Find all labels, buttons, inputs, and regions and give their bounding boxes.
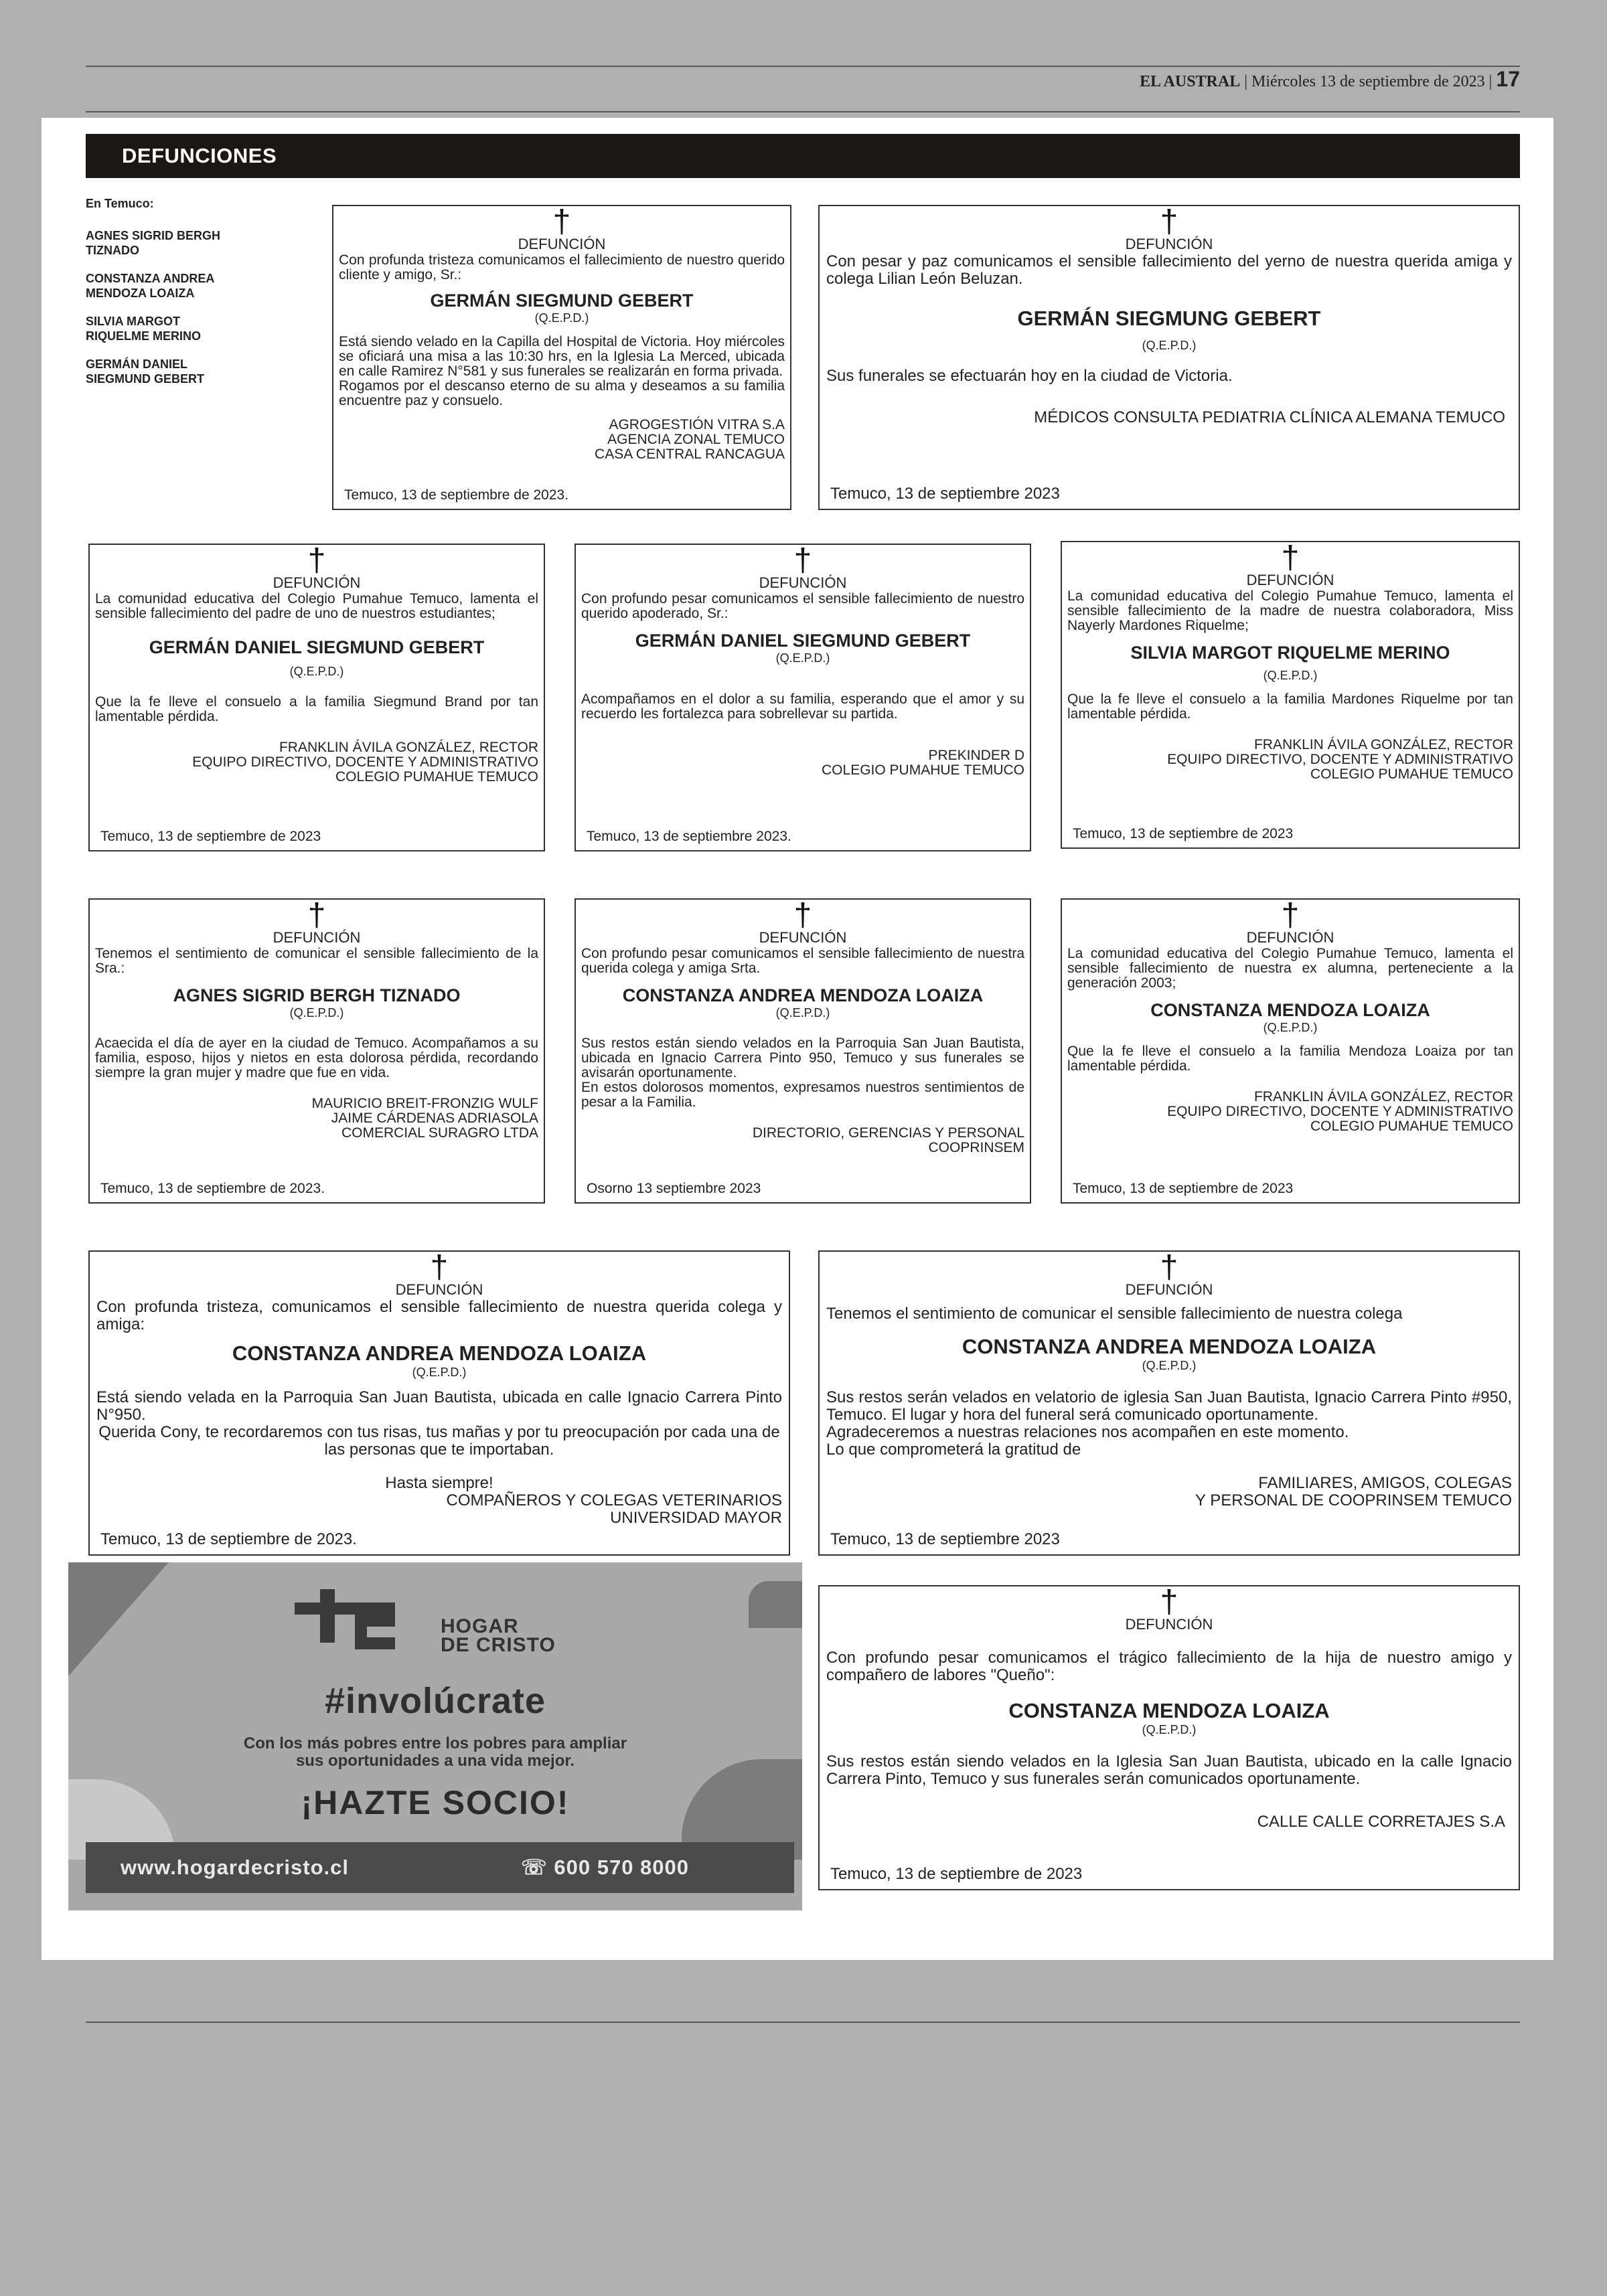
- notice-heading: DEFUNCIÓN: [1246, 572, 1334, 588]
- notice-heading: DEFUNCIÓN: [273, 929, 361, 946]
- notice-intro: Tenemos el sentimiento de comunicar el sensible fallecimiento de la Sra.:: [95, 946, 538, 976]
- obituary-notice: [818, 205, 1520, 510]
- notice-date: Temuco, 13 de septiembre 2023: [830, 1530, 1060, 1548]
- qepd-label: (Q.E.P.D.): [775, 1006, 830, 1019]
- notice-signature: UNIVERSIDAD MAYOR: [610, 1509, 782, 1527]
- notice-signature: COLEGIO PUMAHUE TEMUCO: [1310, 766, 1513, 782]
- notice-body: Que la fe lleve el consuelo a la familia Siegmund Brand por tan lamentable pérdida.: [95, 694, 538, 724]
- qepd-label: (Q.E.P.D.): [1142, 339, 1197, 352]
- deceased-name: AGNES SIGRID BERGH TIZNADO: [173, 985, 461, 1005]
- ad-contact-bar: [86, 1842, 794, 1893]
- ad-copy-line: Con los más pobres entre los pobres para ampliar: [243, 1734, 627, 1752]
- qepd-label: (Q.E.P.D.): [1263, 1021, 1318, 1034]
- deceased-name: SILVIA MARGOT RIQUELME MERINO: [1130, 643, 1450, 663]
- header-rule: [86, 111, 1520, 112]
- notice-date: Osorno 13 septiembre 2023: [587, 1181, 761, 1196]
- notice-heading: DEFUNCIÓN: [1125, 1616, 1213, 1633]
- notice-signature: COLEGIO PUMAHUE TEMUCO: [335, 769, 538, 785]
- cross-icon: †: [1281, 898, 1300, 933]
- obituary-notice: [88, 544, 545, 851]
- obituary-notice: [88, 1250, 790, 1556]
- cross-icon: †: [430, 1250, 449, 1285]
- ad-hashtag: #involúcrate: [324, 1681, 546, 1721]
- index-item: GERMÁN DANIEL SIEGMUND GEBERT: [86, 357, 205, 386]
- notice-body: Sus restos serán velados en velatorio de iglesia San Juan Bautista, Ignacio Carrera Pinto #950, Temuco. El lugar y hora del funeral será comunicado oportunamente.: [826, 1388, 1512, 1424]
- notice-date: Temuco, 13 de septiembre de 2023: [1073, 1181, 1294, 1196]
- cross-icon: †: [307, 898, 326, 933]
- index-item: CONSTANZA ANDREA MENDOZA LOAIZA: [86, 272, 214, 300]
- deceased-name: CONSTANZA ANDREA MENDOZA LOAIZA: [962, 1335, 1377, 1358]
- notice-body: Querida Cony, te recordaremos con tus risas, tus mañas y por tu preocupación por cada una de las personas que te importaban.: [98, 1423, 780, 1459]
- notice-body: Hasta siempre!: [385, 1474, 493, 1492]
- ad-brand-line: DE CRISTO: [441, 1634, 556, 1656]
- cross-icon: †: [1160, 1250, 1178, 1285]
- notice-date: Temuco, 13 de septiembre de 2023.: [100, 1181, 325, 1196]
- obituary-notice: [332, 205, 791, 510]
- notice-date: Temuco, 13 de septiembre 2023.: [587, 829, 791, 844]
- cross-icon: †: [307, 544, 326, 578]
- notice-date: Temuco, 13 de septiembre de 2023: [830, 1865, 1083, 1883]
- deceased-name: GERMÁN SIEGMUND GEBERT: [430, 291, 694, 311]
- obituary-notice: [1061, 898, 1520, 1204]
- qepd-label: (Q.E.P.D.): [1142, 1359, 1197, 1372]
- notice-heading: DEFUNCIÓN: [759, 574, 847, 591]
- qepd-label: (Q.E.P.D.): [534, 311, 589, 325]
- notice-body: Está siendo velada en la Parroquia San Juan Bautista, ubicada en calle Ignacio Carrera Pinto N°950.: [96, 1388, 782, 1424]
- ad-phone-number: 600 570 8000: [554, 1856, 690, 1879]
- cross-icon: †: [793, 898, 812, 933]
- cross-icon: †: [1160, 205, 1178, 240]
- obituary-notice: [1061, 541, 1520, 849]
- notice-signature: COMERCIAL SURAGRO LTDA: [341, 1125, 538, 1141]
- page-number: 17: [1496, 67, 1520, 91]
- notice-body: Agradeceremos a nuestras relaciones nos acompañen en este momento.: [826, 1423, 1349, 1441]
- qepd-label: (Q.E.P.D.): [412, 1366, 467, 1379]
- notice-intro: La comunidad educativa del Colegio Pumahue Temuco, lamenta el sensible fallecimiento de nuestra ex alumna, perteneciente a la generación 2003;: [1067, 946, 1513, 991]
- notice-heading: DEFUNCIÓN: [1125, 236, 1213, 252]
- ad-copy: [68, 1735, 802, 1770]
- cross-icon: †: [1160, 1585, 1178, 1620]
- obituary-notice: [818, 1585, 1520, 1890]
- notice-date: Temuco, 13 de septiembre de 2023.: [100, 1530, 357, 1548]
- notice-signature: FRANKLIN ÁVILA GONZÁLEZ, RECTOR: [279, 740, 538, 755]
- notice-intro: Con pesar y paz comunicamos el sensible fallecimiento del yerno de nuestra querida amiga y colega Lilian León Beluzan.: [826, 252, 1512, 288]
- ad-brand-line: HOGAR: [441, 1615, 519, 1637]
- qepd-label: (Q.E.P.D.): [289, 665, 344, 678]
- notice-signature: COLEGIO PUMAHUE TEMUCO: [1310, 1119, 1513, 1134]
- notice-body: Está siendo velado en la Capilla del Hospital de Victoria. Hoy miércoles se oficiará una misa a las 10:30 hrs, en la Iglesia La Merced, ubicada en calle Ramirez N°581 y sus funerales se realizarán en forma privada.: [339, 334, 785, 379]
- notice-heading: DEFUNCIÓN: [273, 574, 361, 591]
- notice-body: Acaecida el día de ayer en la ciudad de Temuco. Acompañamos a su familia, esposo, hijos y nietos en esta dolorosa pérdida, recordando siempre la gran mujer y madre que fue en vida.: [95, 1036, 538, 1080]
- notice-signature: FAMILIARES, AMIGOS, COLEGAS: [1258, 1474, 1512, 1492]
- ad-copy-line: sus oportunidades a una vida mejor.: [295, 1752, 575, 1770]
- publication-name: EL AUSTRAL: [1140, 73, 1241, 90]
- notice-heading: DEFUNCIÓN: [395, 1281, 483, 1298]
- deceased-name: CONSTANZA MENDOZA LOAIZA: [1150, 1000, 1430, 1020]
- hogar-de-cristo-logo-icon: [295, 1589, 396, 1649]
- notice-body: Acompañamos en el dolor a su familia, esperando que el amor y su recuerdo les fortalezca para sobrellevar su partida.: [581, 691, 1024, 722]
- notice-signature: MAURICIO BREIT-FRONZIG WULF: [311, 1096, 538, 1111]
- notice-intro: Con profundo pesar comunicamos el trágico fallecimiento de la hija de nuestro amigo y compañero de labores "Queño":: [826, 1649, 1512, 1684]
- notice-signature: PREKINDER D: [928, 748, 1024, 763]
- index-item: SILVIA MARGOT RIQUELME MERINO: [86, 315, 202, 343]
- notice-heading: DEFUNCIÓN: [1125, 1281, 1213, 1298]
- notice-signature: FRANKLIN ÁVILA GONZÁLEZ, RECTOR: [1253, 737, 1513, 752]
- notice-date: Temuco, 13 de septiembre 2023: [830, 485, 1060, 503]
- obituaries-page: [42, 118, 1553, 1960]
- deceased-name: GERMÁN DANIEL SIEGMUND GEBERT: [635, 631, 971, 651]
- obituary-notice: [818, 1250, 1520, 1556]
- notice-signature: EQUIPO DIRECTIVO, DOCENTE Y ADMINISTRATIVO: [1167, 1104, 1513, 1119]
- qepd-label: (Q.E.P.D.): [775, 651, 830, 665]
- notice-date: Temuco, 13 de septiembre de 2023: [1073, 826, 1294, 841]
- notice-intro: La comunidad educativa del Colegio Pumahue Temuco, lamenta el sensible fallecimiento del padre de uno de nuestros estudiantes;: [95, 591, 538, 621]
- cross-icon: †: [1281, 541, 1300, 576]
- notice-date: Temuco, 13 de septiembre de 2023: [100, 829, 321, 844]
- obituary-notice: [88, 898, 545, 1204]
- notice-signature: DIRECTORIO, GERENCIAS Y PERSONAL: [752, 1125, 1024, 1141]
- cross-icon: †: [793, 544, 812, 578]
- index-list: [86, 197, 340, 400]
- notice-body: Lo que comprometerá la gratitud de: [826, 1441, 1081, 1459]
- ad-website-link[interactable]: www.hogardecristo.cl: [121, 1856, 349, 1879]
- notice-signature: AGENCIA ZONAL TEMUCO: [607, 432, 785, 447]
- notice-signature: MÉDICOS CONSULTA PEDIATRIA CLÍNICA ALEMANA TEMUCO: [1034, 408, 1505, 426]
- qepd-label: (Q.E.P.D.): [1263, 669, 1318, 682]
- notice-signature: CASA CENTRAL RANCAGUA: [595, 446, 785, 462]
- notice-body: Rogamos por el descanso eterno de su alma y deseamos a su familia encuentre paz y consuelo.: [339, 378, 785, 408]
- qepd-label: (Q.E.P.D.): [1142, 1723, 1197, 1736]
- qepd-label: (Q.E.P.D.): [289, 1006, 344, 1019]
- notice-body: Sus restos están siendo velados en la Parroquia San Juan Bautista, ubicada en Ignacio Carrera Pinto 950, Temuco y sus funerales se avisarán oportunamente.: [581, 1036, 1024, 1080]
- notice-signature: COMPAÑEROS Y COLEGAS VETERINARIOS: [446, 1491, 782, 1509]
- bottom-rule: [86, 2022, 1520, 2023]
- notice-signature: EQUIPO DIRECTIVO, DOCENTE Y ADMINISTRATIVO: [1167, 752, 1513, 767]
- obituary-notice: [575, 898, 1031, 1204]
- notice-signature: Y PERSONAL DE COOPRINSEM TEMUCO: [1195, 1491, 1512, 1509]
- ad-phone[interactable]: [521, 1856, 689, 1880]
- notice-body: En estos dolorosos momentos, expresamos nuestros sentimientos de pesar a la Familia.: [581, 1080, 1024, 1110]
- notice-intro: Con profundo pesar comunicamos el sensible fallecimiento de nuestra querida colega y amiga Srta.: [581, 946, 1024, 976]
- notice-body: Que la fe lleve el consuelo a la familia Mendoza Loaiza por tan lamentable pérdida.: [1067, 1044, 1513, 1074]
- notice-signature: FRANKLIN ÁVILA GONZÁLEZ, RECTOR: [1253, 1089, 1513, 1104]
- index-item: AGNES SIGRID BERGH TIZNADO: [86, 229, 221, 257]
- notice-signature: JAIME CÁRDENAS ADRIASOLA: [331, 1111, 538, 1126]
- notice-signature: EQUIPO DIRECTIVO, DOCENTE Y ADMINISTRATIVO: [192, 754, 538, 770]
- notice-body: Sus funerales se efectuarán hoy en la ciudad de Victoria.: [826, 367, 1233, 385]
- deceased-name: CONSTANZA MENDOZA LOAIZA: [1008, 1699, 1330, 1722]
- notice-date: Temuco, 13 de septiembre de 2023.: [344, 487, 569, 503]
- index-title: En Temuco:: [86, 197, 154, 210]
- notice-intro: Con profundo pesar comunicamos el sensible fallecimiento de nuestro querido apoderado, Sr.:: [581, 591, 1024, 621]
- notice-body: Que la fe lleve el consuelo a la familia Mardones Riquelme por tan lamentable pérdida.: [1067, 691, 1513, 722]
- ad-brand: [441, 1617, 556, 1655]
- notice-signature: CALLE CALLE CORRETAJES S.A: [1257, 1813, 1505, 1831]
- notice-signature: AGROGESTIÓN VITRA S.A: [609, 417, 785, 432]
- page-header: EL AUSTRAL | Miércoles 13 de septiembre de 2023 | 17: [1140, 67, 1520, 91]
- notice-heading: DEFUNCIÓN: [518, 236, 606, 252]
- obituary-notice: [575, 544, 1031, 851]
- deceased-name: CONSTANZA ANDREA MENDOZA LOAIZA: [622, 985, 984, 1005]
- notice-body: Sus restos están siendo velados en la Iglesia San Juan Bautista, ubicado en la calle Ignacio Carrera Pinto, Temuco y sus funerales serán comunicados oportunamente.: [826, 1752, 1512, 1788]
- ad-decorative-shape: [68, 1562, 169, 1676]
- notice-intro: Tenemos el sentimiento de comunicar el sensible fallecimiento de nuestra colega: [826, 1305, 1403, 1323]
- ad-decorative-shape: [749, 1581, 802, 1628]
- section-title: DEFUNCIONES: [86, 134, 1520, 178]
- deceased-name: GERMÁN DANIEL SIEGMUND GEBERT: [149, 637, 485, 657]
- notice-signature: COLEGIO PUMAHUE TEMUCO: [822, 762, 1024, 778]
- phone-icon: ☏: [521, 1856, 548, 1879]
- deceased-name: CONSTANZA ANDREA MENDOZA LOAIZA: [232, 1341, 647, 1365]
- notice-signature: COOPRINSEM: [928, 1140, 1024, 1155]
- notice-heading: DEFUNCIÓN: [1246, 929, 1334, 946]
- deceased-name: GERMÁN SIEGMUNG GEBERT: [1017, 307, 1321, 330]
- notice-intro: La comunidad educativa del Colegio Pumahue Temuco, lamenta el sensible fallecimiento de la madre de nuestra colaboradora, Miss Nayerly Mardones Riquelme;: [1067, 588, 1513, 633]
- ad-call-to-action[interactable]: ¡HAZTE SOCIO!: [301, 1784, 570, 1821]
- hogar-de-cristo-ad[interactable]: [68, 1562, 802, 1910]
- cross-icon: †: [552, 205, 571, 240]
- header-date: Miércoles 13 de septiembre de 2023: [1251, 73, 1485, 90]
- notice-intro: Con profunda tristeza, comunicamos el sensible fallecimiento de nuestra querida colega y amiga:: [96, 1298, 782, 1333]
- notice-intro: Con profunda tristeza comunicamos el fallecimiento de nuestro querido cliente y amigo, Sr.:: [339, 252, 785, 282]
- notice-heading: DEFUNCIÓN: [759, 929, 847, 946]
